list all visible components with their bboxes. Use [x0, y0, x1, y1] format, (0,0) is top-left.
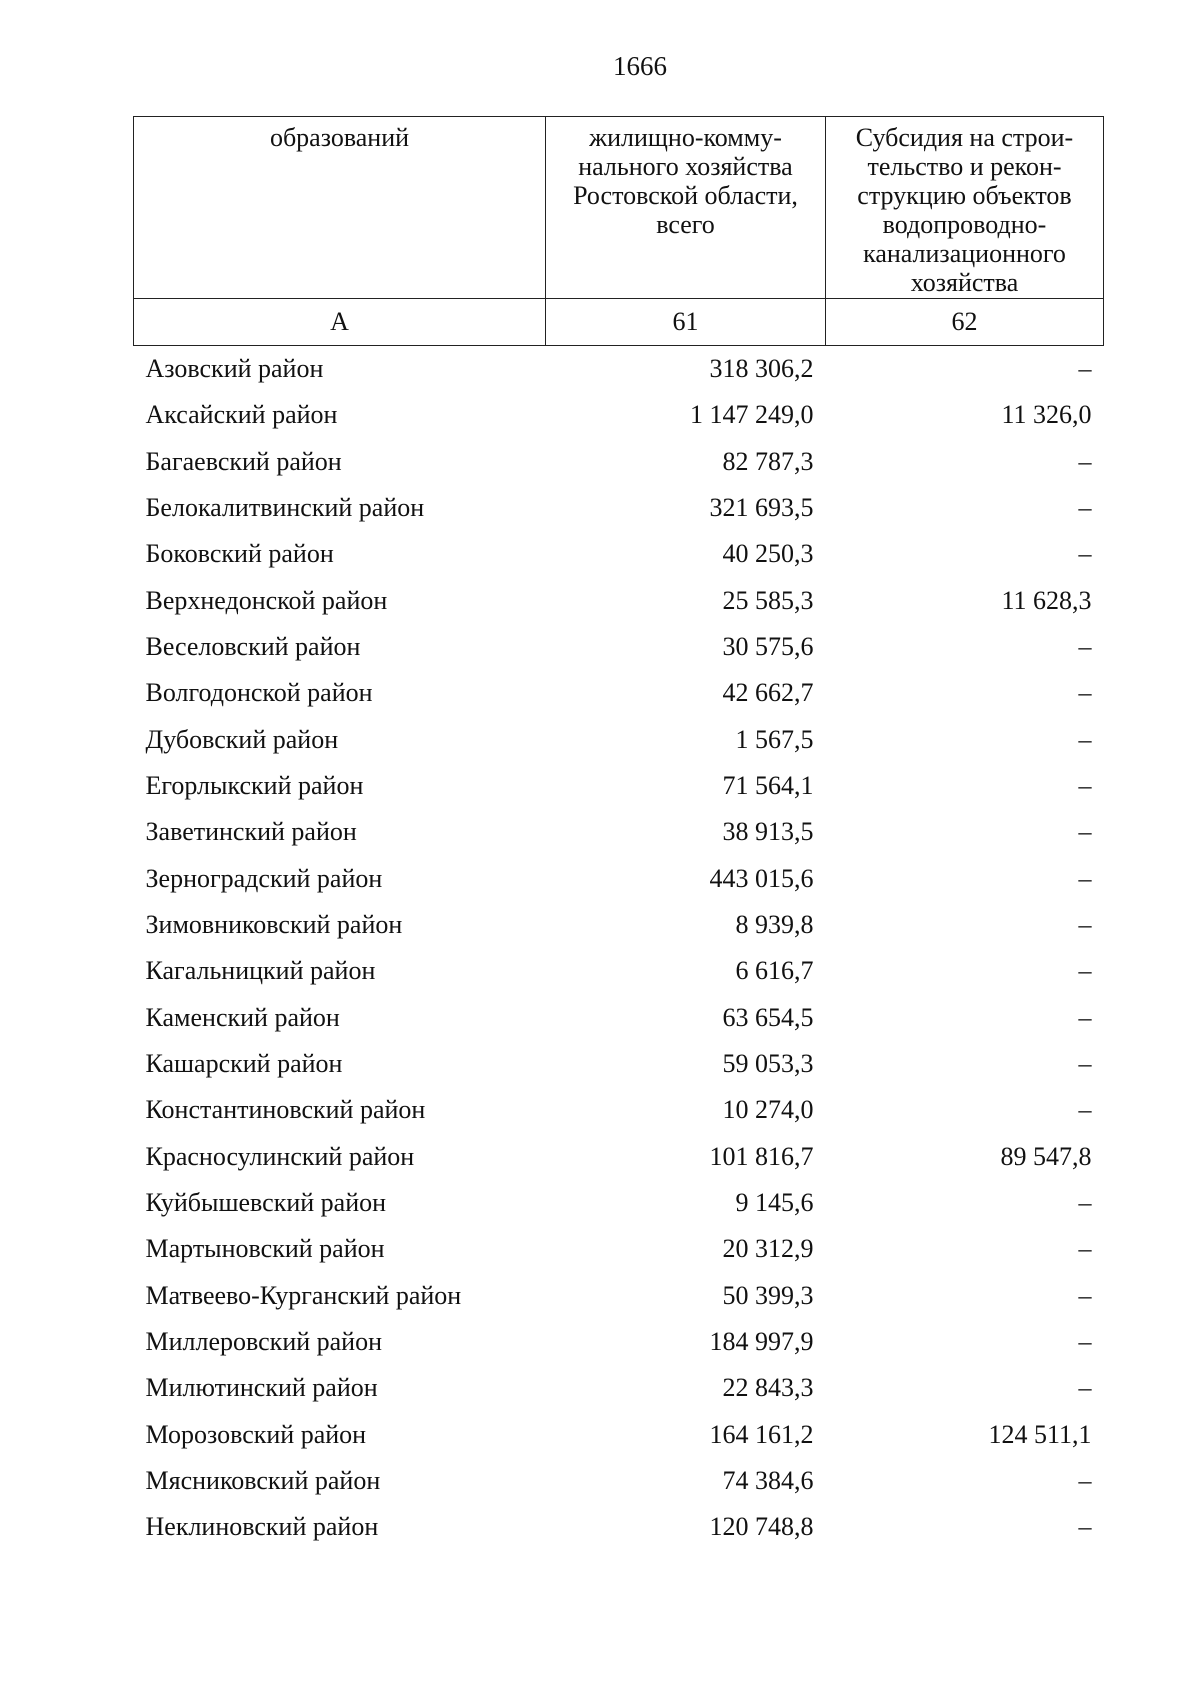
district-name: Боковский район [145, 539, 334, 569]
subsidy-value: – [1078, 631, 1092, 661]
subsidy-value: – [1078, 1188, 1092, 1218]
district-name: Куйбышевский район [145, 1188, 387, 1218]
subsidy-value: – [1078, 817, 1092, 847]
table-row [134, 948, 1104, 994]
district-name: Заветинский район [145, 817, 357, 847]
total-value: 74 384,6 [722, 1466, 814, 1496]
page-number: 1666 [613, 51, 667, 81]
header-total-text: жилищно-комму-нального хозяйства Ростовской области, всего [573, 123, 798, 239]
total-value: 6 616,7 [735, 956, 814, 986]
district-name: Азовский район [145, 354, 324, 383]
district-name: Мартыновский район [145, 1234, 385, 1264]
table-row [134, 1041, 1104, 1087]
total-value: 10 274,0 [722, 1095, 814, 1125]
table-row [134, 531, 1104, 577]
district-name: Матвеево-Курганский район [145, 1280, 462, 1310]
district-name: Дубовский район [145, 724, 339, 754]
subsidy-value: – [1078, 1373, 1092, 1403]
district-name: Егорлыкский район [145, 770, 364, 800]
total-value: 1 147 249,0 [690, 400, 814, 430]
table-row [134, 1273, 1104, 1319]
table-row [134, 577, 1104, 623]
subsidy-value: 89 547,8 [1000, 1141, 1092, 1171]
total-value: 9 145,6 [735, 1188, 814, 1218]
subsidy-value: – [1078, 1512, 1092, 1542]
district-name: Белокалитвинский район [145, 492, 425, 522]
header-total [546, 117, 826, 299]
total-value: 59 053,3 [722, 1048, 814, 1078]
subsidy-value: – [1078, 909, 1092, 939]
total-value: 63 654,5 [722, 1002, 814, 1032]
total-value: 40 250,3 [722, 539, 814, 569]
district-name: Миллеровский район [145, 1327, 383, 1357]
total-value: 101 816,7 [709, 1141, 814, 1171]
header-subsidy-text: Субсидия на строи-тельство и рекон-струкцию объектов водопроводно-канализационного хозяйства [855, 123, 1074, 297]
total-value: 82 787,3 [722, 446, 814, 476]
column-number: А [134, 299, 546, 346]
total-value: 184 997,9 [709, 1327, 814, 1357]
table-row [134, 1365, 1104, 1411]
total-value: 22 843,3 [722, 1373, 814, 1403]
total-value: 1 567,5 [735, 724, 814, 754]
subsidy-value: – [1078, 446, 1092, 476]
district-name: Кагальницкий район [145, 956, 376, 986]
subsidy-value: – [1078, 1280, 1092, 1310]
subsidy-value: – [1078, 1002, 1092, 1032]
subsidy-value: – [1078, 354, 1092, 383]
table-row [134, 716, 1104, 762]
subsidy-value: 124 511,1 [988, 1419, 1092, 1449]
subsidy-value: – [1078, 1327, 1092, 1357]
district-name: Морозовский район [145, 1419, 367, 1449]
subsidy-value: – [1078, 678, 1092, 708]
table-row [134, 438, 1104, 484]
district-name: Багаевский район [145, 446, 342, 476]
column-number: 62 [826, 299, 1104, 346]
total-value: 318 306,2 [709, 354, 814, 383]
total-value: 8 939,8 [735, 909, 814, 939]
district-name: Константиновский район [145, 1095, 426, 1125]
subsidy-value: – [1078, 1234, 1092, 1264]
subsidy-value: – [1078, 1466, 1092, 1496]
table-row [134, 1180, 1104, 1226]
table-row [134, 1412, 1104, 1458]
header-municipality [134, 117, 546, 299]
total-value: 120 748,8 [709, 1512, 814, 1542]
table-row [134, 902, 1104, 948]
table-row [134, 624, 1104, 670]
district-name: Веселовский район [145, 631, 361, 661]
total-value: 71 564,1 [722, 770, 814, 800]
header-row [134, 117, 1104, 299]
table-row [134, 670, 1104, 716]
district-name: Верхнедонской район [145, 585, 388, 615]
total-value: 30 575,6 [722, 631, 814, 661]
district-name: Мясниковский район [145, 1466, 381, 1496]
subsidy-value: – [1078, 770, 1092, 800]
table-row [134, 1226, 1104, 1272]
table-header [134, 117, 1104, 346]
total-value: 20 312,9 [722, 1234, 814, 1264]
table-row [134, 994, 1104, 1040]
subsidy-value: – [1078, 863, 1092, 893]
column-number: 61 [546, 299, 826, 346]
total-value: 321 693,5 [709, 492, 814, 522]
total-value: 164 161,2 [709, 1419, 814, 1449]
table-row [134, 485, 1104, 531]
subsidy-value: – [1078, 492, 1092, 522]
table-row [134, 1087, 1104, 1133]
table-body [134, 346, 1104, 1551]
district-name: Милютинский район [145, 1373, 378, 1403]
total-value: 25 585,3 [722, 585, 814, 615]
district-name: Каменский район [145, 1002, 340, 1032]
subsidy-value: – [1078, 1095, 1092, 1125]
district-name: Аксайский район [145, 400, 338, 430]
district-name: Кашарский район [145, 1048, 343, 1078]
district-name: Зимовниковский район [145, 909, 403, 939]
total-value: 42 662,7 [722, 678, 814, 708]
table-row [134, 763, 1104, 809]
total-value: 38 913,5 [722, 817, 814, 847]
subsidy-value: – [1078, 956, 1092, 986]
subsidy-value: 11 628,3 [1001, 585, 1092, 615]
district-name: Неклиновский район [145, 1512, 379, 1542]
table-row [134, 1319, 1104, 1365]
table-row [134, 855, 1104, 901]
table-row [134, 392, 1104, 438]
district-name: Красносулинский район [145, 1141, 415, 1171]
table-row [134, 346, 1104, 393]
total-value: 50 399,3 [722, 1280, 814, 1310]
table-row [134, 1504, 1104, 1550]
budget-table [133, 116, 1104, 1551]
subsidy-value: – [1078, 1048, 1092, 1078]
table-row [134, 1134, 1104, 1180]
total-value: 443 015,6 [709, 863, 814, 893]
header-subsidy [826, 117, 1104, 299]
table-row [134, 1458, 1104, 1504]
column-number-row [134, 299, 1104, 346]
district-name: Волгодонской район [145, 678, 373, 708]
subsidy-value: – [1078, 539, 1092, 569]
table-row [134, 809, 1104, 855]
subsidy-value: 11 326,0 [1001, 400, 1092, 430]
subsidy-value: – [1078, 724, 1092, 754]
header-municipality-text: образований [269, 123, 410, 152]
district-name: Зерноградский район [145, 863, 383, 893]
